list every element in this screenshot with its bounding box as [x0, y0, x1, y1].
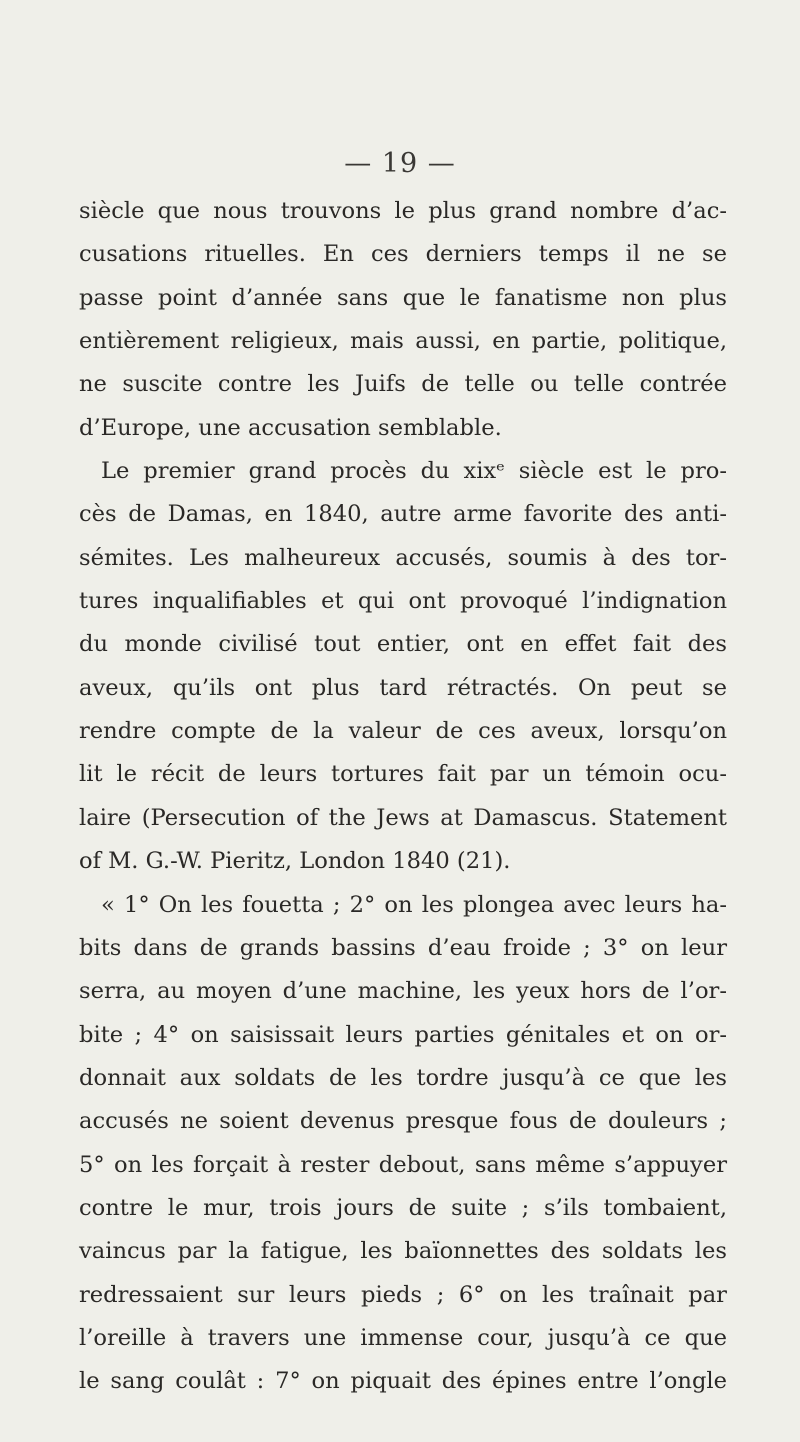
- text-line: d’Europe, une accusation semblable.: [79, 414, 502, 441]
- text-line: du monde civilisé tout entier, ont en effet fait des: [79, 631, 727, 658]
- text-line: aveux, qu’ils ont plus tard rétractés. On peut se: [79, 674, 727, 701]
- text-line: tures inqualifiables et qui ont provoqué l’indignation: [79, 588, 727, 615]
- text-line: « 1° On les fouetta ; 2° on les plongea avec leurs ha-: [101, 891, 727, 918]
- text-line: ne suscite contre les Juifs de telle ou telle contrée: [79, 371, 727, 398]
- text-line: contre le mur, trois jours de suite ; s’ils tombaient,: [79, 1194, 727, 1221]
- text-line: bits dans de grands bassins d’eau froide ; 3° on leur: [79, 934, 727, 961]
- text-line: vaincus par la fatigue, les baïonnettes des soldats les: [79, 1238, 727, 1265]
- text-line: entièrement religieux, mais aussi, en partie, politique,: [79, 328, 727, 355]
- text-line: laire (Persecution of the Jews at Damascus. Statement: [79, 804, 727, 831]
- text-line: l’oreille à travers une immense cour, jusqu’à ce que: [79, 1324, 727, 1351]
- text-line: siècle que nous trouvons le plus grand nombre d’ac-: [79, 198, 727, 224]
- text-line: Le premier grand procès du xixᵉ siècle est le pro-: [101, 458, 727, 485]
- text-line: cès de Damas, en 1840, autre arme favorite des anti-: [79, 501, 727, 528]
- text-line: serra, au moyen d’une machine, les yeux hors de l’or-: [79, 978, 727, 1005]
- text-line: le sang coulât : 7° on piquait des épines entre l’ongle: [79, 1368, 727, 1395]
- text-line: of M. G.-W. Pieritz, London 1840 (21).: [79, 848, 511, 875]
- page-number: — 19 —: [344, 148, 456, 179]
- text-line: 5° on les forçait à rester debout, sans même s’appuyer: [79, 1151, 727, 1178]
- text-line: bite ; 4° on saisissait leurs parties génitales et on or-: [79, 1021, 727, 1048]
- text-line: sémites. Les malheureux accusés, soumis à des tor-: [79, 544, 727, 571]
- text-line: cusations rituelles. En ces derniers temps il ne se: [79, 241, 727, 268]
- text-line: accusés ne soient devenus presque fous de douleurs ;: [79, 1108, 727, 1135]
- text-line: donnait aux soldats de les tordre jusqu’à ce que les: [79, 1064, 727, 1091]
- body-text: [79, 190, 727, 1404]
- text-line: passe point d’année sans que le fanatisme non plus: [79, 284, 727, 311]
- text-line: redressaient sur leurs pieds ; 6° on les traînait par: [79, 1281, 727, 1308]
- text-line: lit le récit de leurs tortures fait par un témoin ocu-: [79, 761, 727, 788]
- text-line: rendre compte de la valeur de ces aveux, lorsqu’on: [79, 718, 727, 745]
